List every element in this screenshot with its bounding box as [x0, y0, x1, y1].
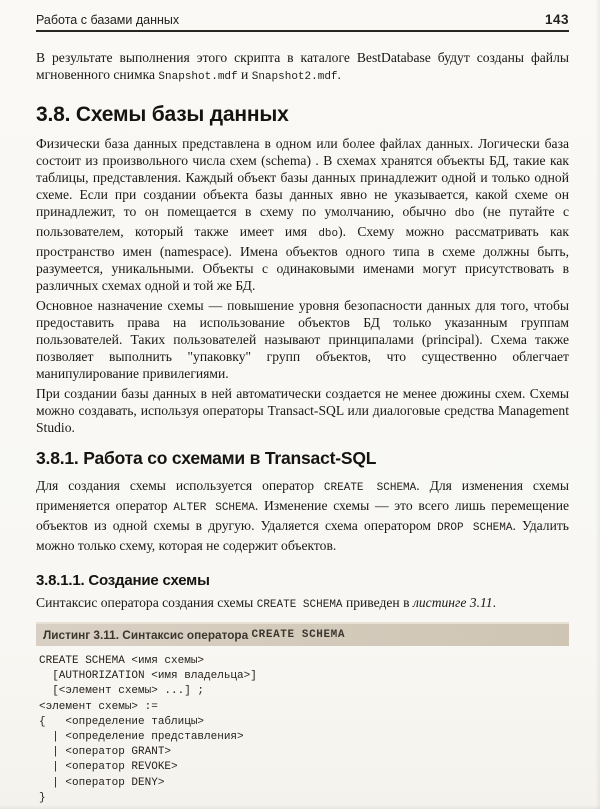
page-number: 143 [544, 12, 569, 27]
text-segment: При создании базы данных в ней автоматически создается не менее дюжины схем. Схемы можно создавать, используя операторы Transact-SQL или диалоговые средства Management Studio. [36, 386, 569, 435]
code-listing [39, 654, 569, 806]
text-segment: ). Схему можно рассматривать как пространство имен (namespace). Имена объектов одного типа в схеме должны быть, разумеется, уникальными. Объекты с одинаковыми именами могут присутствовать в различных схемах одной и той же БД. [36, 224, 569, 293]
code-line: CREATE SCHEMA <имя схемы> [39, 655, 205, 667]
text-segment: В результате выполнения этого скрипта в каталоге BestDatabase будут созданы файлы мгновенного снимка [36, 50, 569, 82]
text-segment: Листинг 3.11. Синтаксис оператора [43, 628, 252, 642]
scan-edge-bottom [0, 805, 600, 809]
code-line: } [39, 791, 46, 804]
text-segment: приведен в [342, 595, 413, 610]
code-line: | <определение представления> [39, 731, 244, 744]
text-segment: Для создания схемы используется оператор [36, 478, 324, 493]
text-segment: Синтаксис оператора создания схемы [36, 595, 257, 610]
text-segment: . [337, 67, 341, 82]
page-header [36, 12, 569, 30]
text-segment: Физически база данных представлена в одном или более файлах данных. Логически база состоит из произвольного числа схем (schema) . В схемах хранятся объекты БД, такие как таблицы, представления. Каждый объект базы данных принадлежит одной и только одной схеме. Если при создании объекта базы данных явно не указывается, какой схеме он принадлежит, то он помещается в схему по умолчанию, обычно [36, 136, 569, 219]
running-head-title: Работа с базами данных [36, 13, 180, 27]
code-line: | <оператор GRANT> [39, 746, 172, 759]
text-segment: . Изменение схемы — это всего лишь перемещение объектов из одной схемы в другую. Удаляется схема оператором [36, 498, 570, 533]
text-segment: CREATE SCHEMA [256, 599, 343, 611]
listing-caption-bar [36, 622, 569, 646]
code-line: [AUTHORIZATION <имя владельца>] [39, 670, 257, 683]
intro-paragraph [36, 49, 569, 86]
code-line: | <оператор REVOKE> [39, 761, 178, 774]
code-line: <элемент схемы> := [39, 700, 158, 713]
paragraph-schema-purpose [36, 297, 569, 382]
paragraph-syntax-reference [36, 594, 569, 614]
text-segment: . Удалить можно только схему, которая не содержит объектов. [36, 518, 569, 553]
section-heading-3-8: 3.8. Схемы базы данных [36, 103, 289, 126]
header-rule [36, 30, 569, 32]
text-segment: CREATE SCHEMA [323, 482, 417, 494]
text-segment: CREATE SCHEMA [251, 629, 346, 641]
text-segment: . [492, 595, 496, 610]
text-segment: dbo [454, 208, 475, 220]
text-segment: (не путайте с пользователем, который также имеет имя [36, 204, 569, 239]
text-segment: Snapshot2.mdf [251, 71, 338, 83]
text-segment: ALTER SCHEMA [173, 502, 255, 514]
code-line: [<элемент схемы> ...] ; [39, 685, 205, 698]
paragraph-schema-creation [36, 385, 569, 436]
text-segment: dbo [318, 228, 339, 240]
text-segment: листинге 3.11 [412, 595, 493, 610]
paragraph-physical-db [36, 135, 569, 294]
section-heading-3-8-1-1: 3.8.1.1. Создание схемы [36, 572, 210, 589]
scan-edge-right [595, 0, 600, 809]
code-line: { <определение таблицы> [39, 715, 205, 728]
text-segment: DROP SCHEMA [437, 522, 513, 534]
text-segment: Основное назначение схемы — повышение уровня безопасности данных для того, чтобы предоставить права на использование объектов БД только указанным группам пользователей. Таких пользователей называют принципалами (principal). Схема также позволяет выполнить "упаковку" групп объектов, что существенно облегчает манипулирование привилегиями. [36, 298, 569, 381]
text-segment: . Для изменения схемы применяется оператор [36, 478, 569, 513]
text-segment: Snapshot.mdf [158, 71, 238, 83]
paragraph-create-alter-drop [36, 477, 569, 554]
text-segment: и [237, 67, 252, 82]
code-line: | <оператор DENY> [39, 776, 165, 789]
section-heading-3-8-1: 3.8.1. Работа со схемами в Transact-SQL [36, 448, 377, 468]
